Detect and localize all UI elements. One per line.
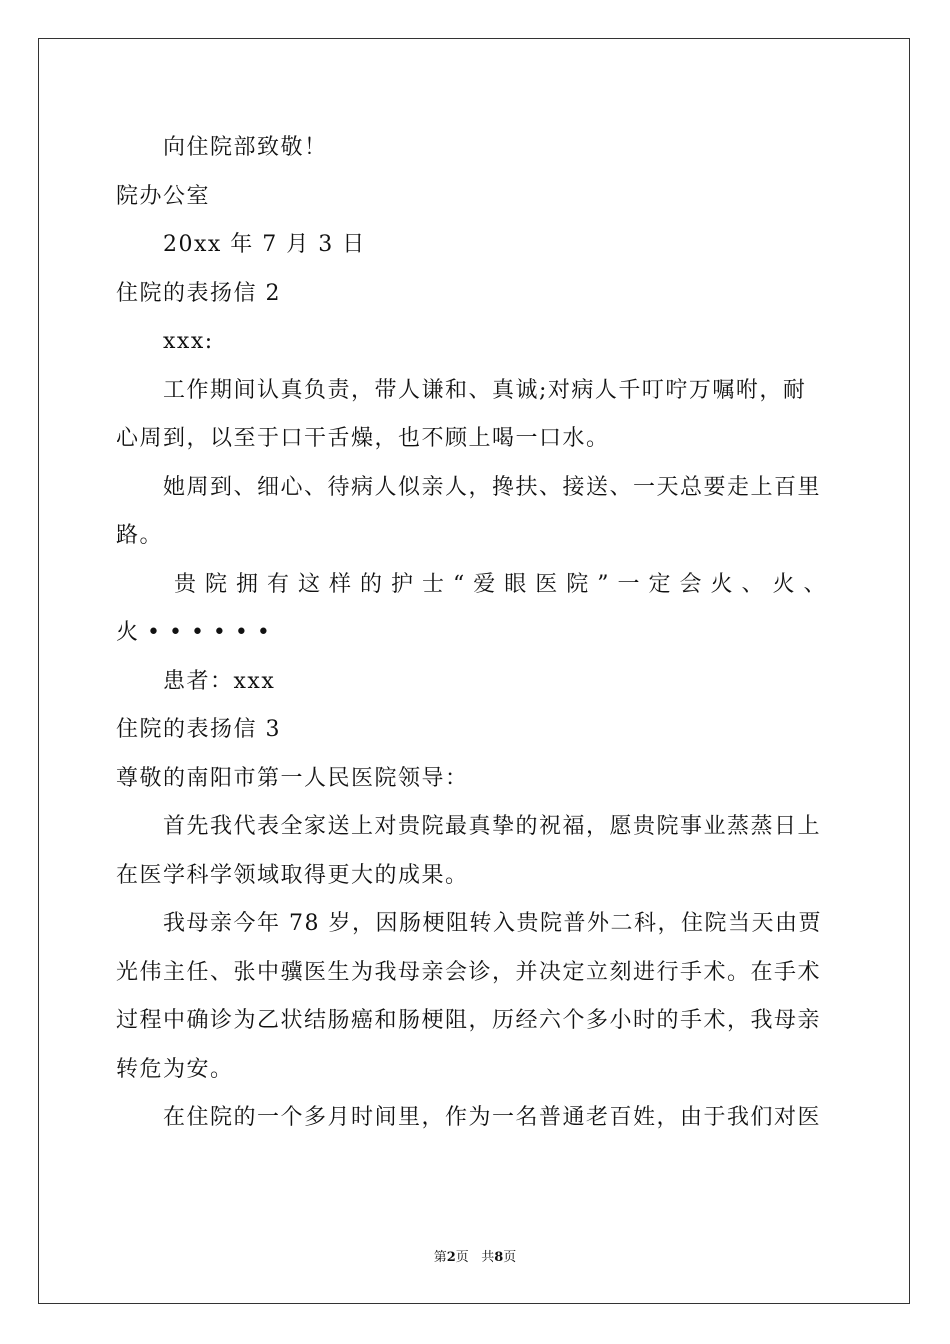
text-line: 火•••••• <box>116 620 279 645</box>
text-line: 患者：xxx <box>163 668 276 694</box>
text-line: 我母亲今年 78 岁，因肠梗阻转入贵院普外二科，住院当天由贾 <box>163 911 822 936</box>
text-line: 路。 <box>116 523 164 548</box>
text-line: 院办公室 <box>116 183 211 209</box>
section-heading: 住院的表扬信 3 <box>116 717 281 742</box>
footer-total-prefix: 共 <box>481 1250 495 1265</box>
text-line: 首先我代表全家送上对贵院最真挚的祝福，愿贵院事业蒸蒸日上 <box>163 814 822 839</box>
section-heading: 住院的表扬信 2 <box>116 280 281 306</box>
footer-total-suffix: 页 <box>503 1250 517 1265</box>
document-body <box>116 124 836 1143</box>
text-line: 光伟主任、张中骥医生为我母亲会诊，并决定立刻进行手术。在手术 <box>116 959 822 985</box>
footer-page-number: 2 <box>446 1250 456 1265</box>
text-line: 转危为安。 <box>116 1056 234 1082</box>
footer-prefix: 第 <box>433 1250 447 1265</box>
page-footer <box>0 1246 950 1265</box>
text-line: 在医学科学领域取得更大的成果。 <box>116 862 469 888</box>
text-line: 向住院部致敬！ <box>163 135 328 160</box>
text-line: 过程中确诊为乙状结肠癌和肠梗阻，历经六个多小时的手术，我母亲 <box>116 1008 822 1033</box>
text-line: 贵院拥有这样的护士“爱眼医院”一定会火、火、 <box>174 571 835 597</box>
footer-page-suffix: 页 <box>455 1250 469 1265</box>
text-line: 20xx 年 7 月 3 日 <box>163 232 366 257</box>
text-line: 尊敬的南阳市第一人民医院领导： <box>116 765 469 791</box>
text-line: xxx: <box>163 329 214 354</box>
text-line: 她周到、细心、待病人似亲人，搀扶、接送、一天总要走上百里 <box>163 474 822 500</box>
text-line: 心周到，以至于口干舌燥，也不顾上喝一口水。 <box>116 426 610 451</box>
text-line: 在住院的一个多月时间里，作为一名普通老百姓，由于我们对医 <box>163 1105 822 1130</box>
text-line: 工作期间认真负责，带人谦和、真诚;对病人千叮咛万嘱咐，耐 <box>163 377 807 403</box>
footer-total-pages: 8 <box>494 1250 504 1265</box>
